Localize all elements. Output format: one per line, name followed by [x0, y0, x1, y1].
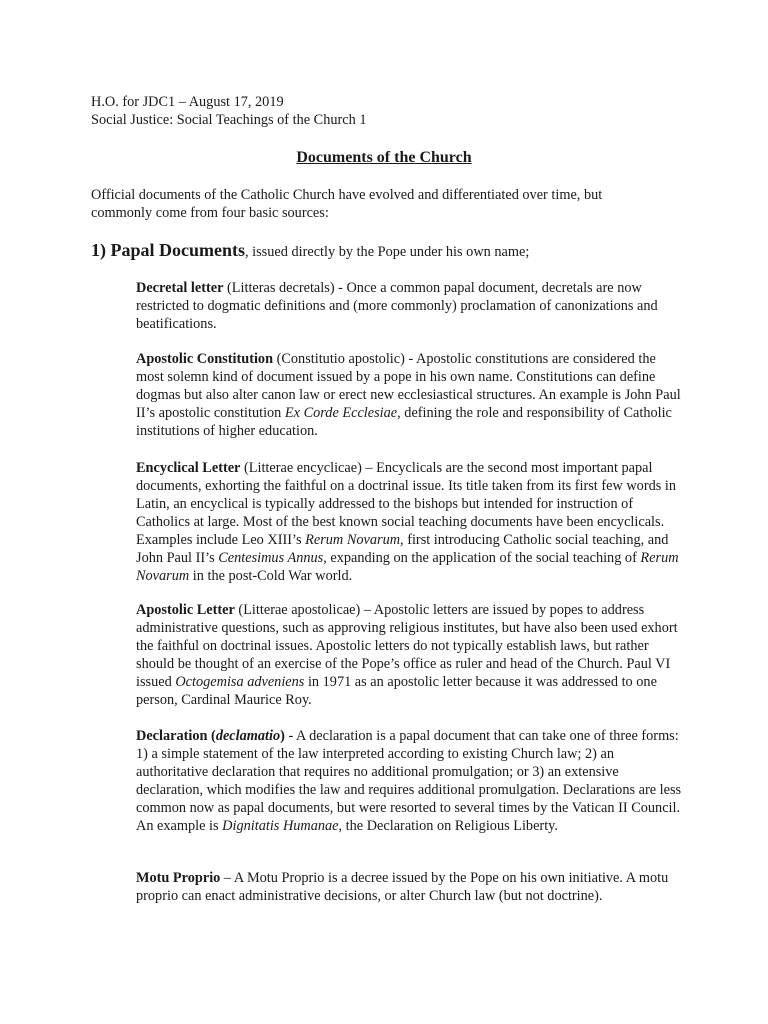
entry-body: in the post-Cold War world.	[189, 568, 353, 584]
entry-term-part: Declaration (	[136, 728, 216, 744]
entry-body: , expanding on the application of the social teaching of	[323, 550, 641, 566]
entry-term: Apostolic Constitution	[136, 351, 274, 367]
section-heading-rest: , issued directly by the Pope under his own name;	[245, 244, 530, 260]
entry-italic-title: Rerum Novarum	[305, 532, 401, 548]
entry-italic-title: Rerum Novarum	[136, 550, 679, 584]
entry-term	[136, 728, 285, 744]
entry-italic-title: Dignitatis Humanae	[222, 818, 339, 834]
entry-term: Encyclical Letter	[136, 460, 241, 476]
document-title: Documents of the Church	[296, 149, 472, 166]
entry-term: Motu Proprio	[136, 870, 221, 886]
document-header	[91, 93, 366, 129]
entry-term: Apostolic Letter	[136, 602, 235, 618]
entry-italic-title: Ex Corde Ecclesiae	[284, 405, 398, 421]
entry-body: (Litterae apostolicae) – Apostolic letters are issued by popes to address administrative questions, such as approving religious institutes, but have also been used exhort the faithful on doctrinal issues. Apostolic letters do not typically establish laws, but rather should be thought of an exercise of the Pope’s office as ruler and head of the Church. Paul VI issued	[136, 602, 678, 690]
section-heading-papal-documents	[91, 238, 529, 264]
entry-italic-title: Centesimus Annus	[218, 550, 324, 566]
entry-body: (Litteras decretals) - Once a common papal document, decretals are now restricted to dogmatic definitions and (more commonly) proclamation of canonizations and beatifications.	[136, 280, 658, 332]
entry-body: , first introducing Catholic social teaching, and John Paul II’s	[136, 532, 669, 566]
section-heading-lead: 1) Papal Documents	[91, 240, 245, 260]
entry-term-part: )	[280, 728, 285, 744]
entry-encyclical-letter	[136, 459, 684, 585]
entry-body: – A Motu Proprio is a decree issued by the Pope on his own initiative. A motu proprio can enact administrative decisions, or alter Church law (but not doctrine).	[136, 870, 669, 904]
entry-body: in 1971 as an apostolic letter because it was addressed to one person, Cardinal Maurice Roy.	[136, 674, 657, 708]
entry-body: , defining the role and responsibility of Catholic institutions of higher education.	[136, 405, 672, 439]
entry-body: (Constitutio apostolic) - Apostolic constitutions are considered the most solemn kind of document issued by a pope in his own name. Constitutions can define dogmas but also alter canon law or erect new ecclesiastical structures. An example is John Paul II’s apostolic constitution	[136, 351, 681, 421]
entry-motu-proprio	[136, 869, 684, 905]
entry-body: - A declaration is a papal document that can take one of three forms: 1) a simple statement of the law interpreted according to existing Church law; 2) an authoritative declaration that requires no additional promulgation; or 3) an extensive declaration, which modifies the law and requires additional promulgation. Declarations are less common now as papal documents, but were resorted to several times by the Vatican II Council. An example is	[136, 728, 682, 834]
entry-decretal-letter	[136, 279, 684, 333]
entry-term: Decretal letter	[136, 280, 224, 296]
intro-paragraph: Official documents of the Catholic Church have evolved and differentiated over time, but commonly come from four basic sources:	[91, 187, 603, 221]
header-line-topic: Social Justice: Social Teachings of the Church 1	[91, 112, 367, 128]
entry-term-italic: declamatio	[215, 728, 281, 744]
entry-apostolic-constitution	[136, 350, 684, 440]
entry-body: (Litterae encyclicae) – Encyclicals are the second most important papal documents, exhorting the faithful on a doctrinal issue. Its title taken from its first few words in Latin, an encyclical is typically addressed to the bishops but intended for instruction of Catholics at large. Most of the best known social teaching documents have been encyclicals. Examples include Leo XIII’s	[136, 460, 676, 548]
entry-body: , the Declaration on Religious Liberty.	[338, 818, 558, 834]
entry-apostolic-letter	[136, 601, 684, 709]
header-line-course-date: H.O. for JDC1 – August 17, 2019	[91, 94, 284, 110]
entry-declaration	[136, 727, 684, 835]
entry-italic-title: Octogemisa adveniens	[175, 674, 305, 690]
